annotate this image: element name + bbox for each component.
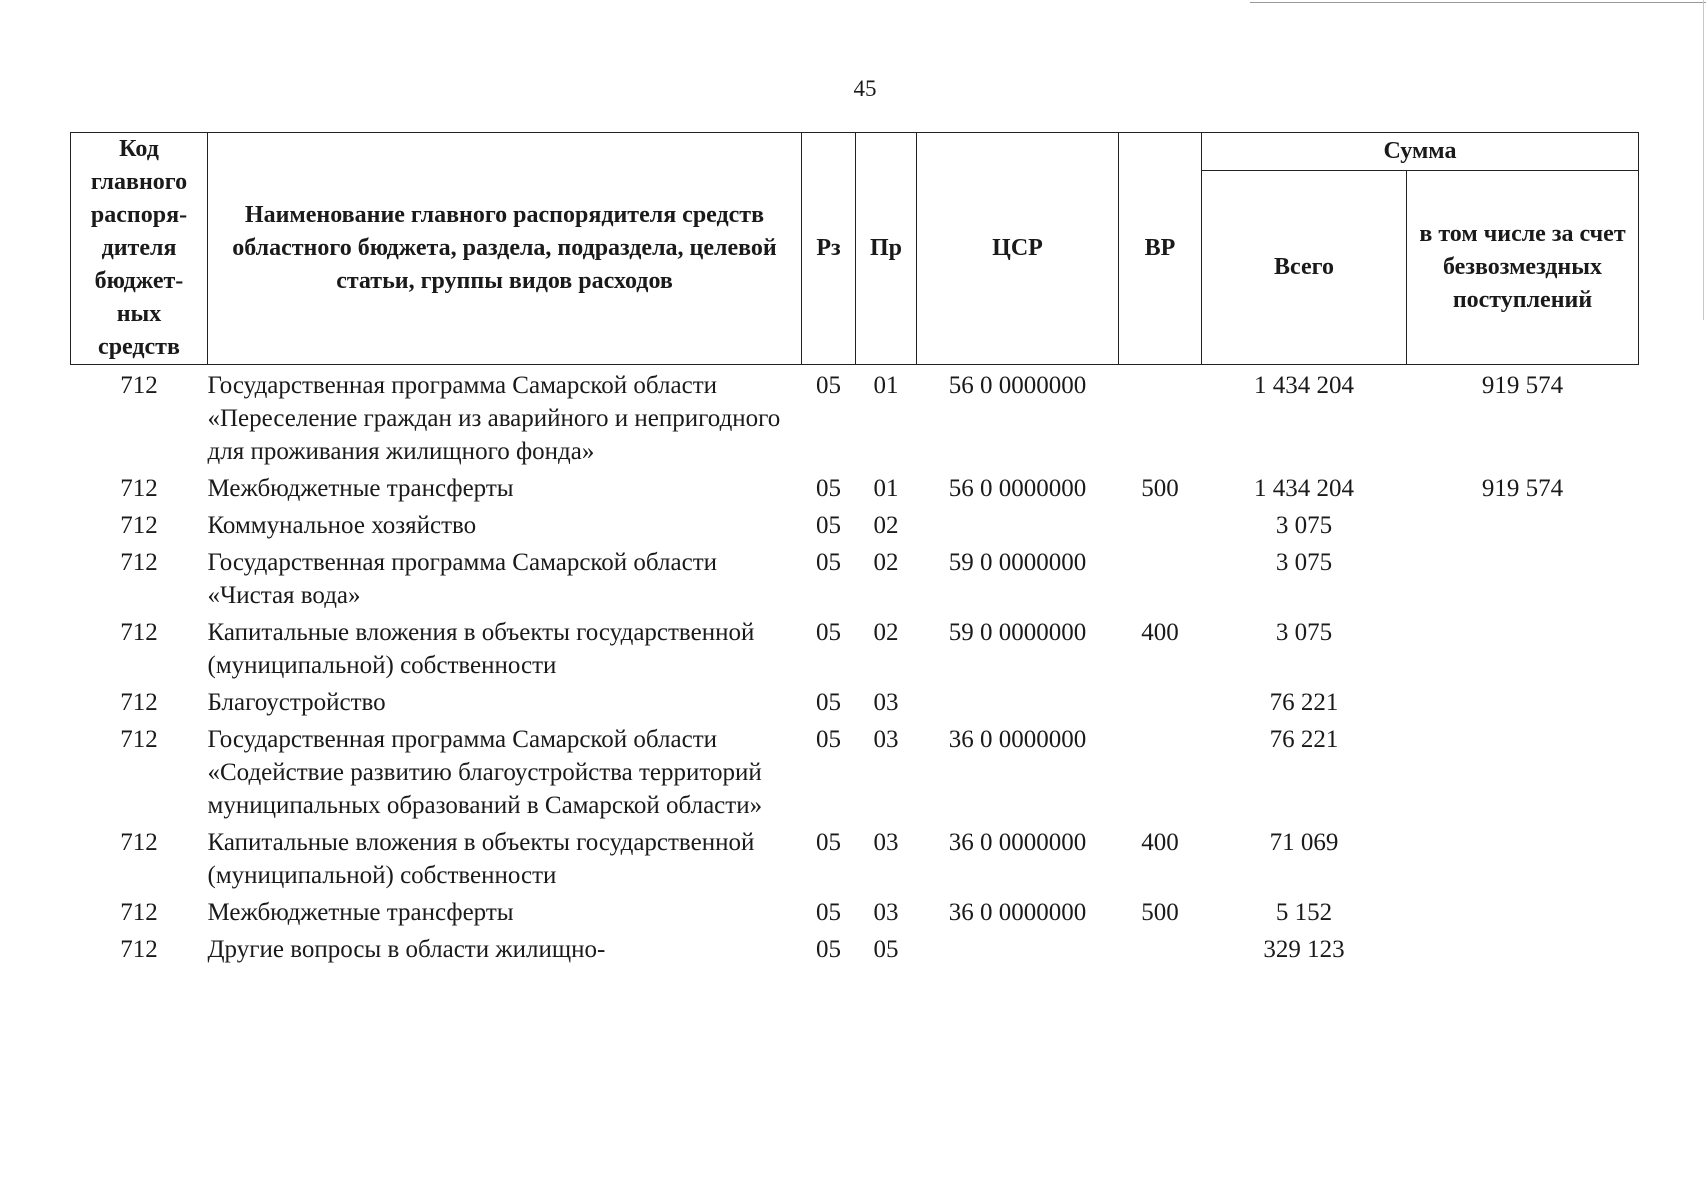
- cell-vr: 400: [1141, 829, 1179, 856]
- cell-csr: 59 0 0000000: [948, 619, 1087, 646]
- cell-csr: 59 0 0000000: [948, 549, 1087, 576]
- cell-name: Коммунальное хозяйство: [207, 512, 477, 539]
- cell-vr: 500: [1141, 899, 1179, 926]
- cell-name: Государственная программа Самарской области «Содействие развитию благоустройства территорий муниципальных образований в Самарской области»: [207, 726, 763, 819]
- cell-csr: [917, 686, 1119, 723]
- table-row: [71, 546, 1639, 616]
- cell-vr: [1119, 365, 1202, 473]
- cell-vr: [1119, 723, 1202, 826]
- cell-total: 71 069: [1269, 829, 1339, 856]
- table-row: [71, 509, 1639, 546]
- cell-vr: [1119, 509, 1202, 546]
- cell-pr: 02: [873, 512, 899, 539]
- cell-code: 712: [120, 512, 158, 539]
- cell-total: 5 152: [1275, 899, 1333, 926]
- cell-name: Капитальные вложения в объекты государственной (муниципальной) собственности: [207, 829, 755, 889]
- cell-code: 712: [120, 619, 158, 646]
- cell-pr: 03: [873, 689, 899, 716]
- cell-csr: 56 0 0000000: [948, 475, 1087, 502]
- table-row: [71, 686, 1639, 723]
- table-row: [71, 616, 1639, 686]
- cell-name: Капитальные вложения в объекты государственной (муниципальной) собственности: [207, 619, 755, 679]
- cell-vr: [1119, 933, 1202, 970]
- cell-code: 712: [120, 689, 158, 716]
- cell-csr: [917, 933, 1119, 970]
- cell-vr: [1119, 546, 1202, 616]
- cell-free: [1407, 616, 1639, 686]
- cell-rz: 05: [816, 829, 841, 856]
- cell-rz: 05: [816, 549, 841, 576]
- cell-total: 3 075: [1275, 619, 1333, 646]
- cell-vr: 400: [1141, 619, 1179, 646]
- cell-free: [1407, 723, 1639, 826]
- cell-name: Благоустройство: [207, 689, 386, 716]
- cell-code: 712: [120, 936, 158, 963]
- cell-rz: 05: [816, 899, 841, 926]
- table-row: [71, 826, 1639, 896]
- cell-pr: 05: [873, 936, 899, 963]
- table-row: [71, 723, 1639, 826]
- cell-name: Государственная программа Самарской области «Чистая вода»: [207, 549, 717, 609]
- scan-edge-line-right: [1703, 0, 1704, 320]
- cell-free: [1407, 509, 1639, 546]
- cell-rz: 05: [816, 475, 841, 502]
- header-total: Всего: [1202, 170, 1407, 364]
- cell-total: 329 123: [1263, 936, 1345, 963]
- cell-rz: 05: [816, 726, 841, 753]
- table-row: [71, 472, 1639, 509]
- cell-csr: [917, 509, 1119, 546]
- cell-code: 712: [120, 726, 158, 753]
- cell-code: 712: [120, 475, 158, 502]
- header-name: Наименование главного распорядителя средств областного бюджета, раздела, подраздела, целевой статьи, группы видов расходов: [208, 133, 802, 365]
- header-vr: ВР: [1119, 133, 1202, 365]
- cell-pr: 02: [873, 549, 899, 576]
- cell-rz: 05: [816, 936, 841, 963]
- cell-vr: 500: [1141, 475, 1179, 502]
- cell-free: 919 574: [1481, 475, 1564, 502]
- budget-table: [70, 132, 1639, 970]
- header-sum: Сумма: [1202, 133, 1639, 171]
- cell-name: Другие вопросы в области жилищно-: [207, 936, 606, 963]
- cell-code: 712: [120, 899, 158, 926]
- cell-total: 76 221: [1269, 726, 1339, 753]
- cell-pr: 01: [873, 372, 899, 399]
- header-free: в том числе за счет безвозмездных поступлений: [1407, 170, 1639, 364]
- cell-free: 919 574: [1481, 372, 1564, 399]
- cell-csr: 36 0 0000000: [948, 726, 1087, 753]
- cell-code: 712: [120, 549, 158, 576]
- header-rz: Рз: [802, 133, 856, 365]
- header-code: Код главного распоря-дителя бюджет-ных средств: [71, 133, 208, 365]
- cell-csr: 36 0 0000000: [948, 899, 1087, 926]
- cell-total: 3 075: [1275, 512, 1333, 539]
- cell-total: 1 434 204: [1254, 372, 1354, 399]
- cell-pr: 02: [873, 619, 899, 646]
- cell-name: Межбюджетные трансферты: [207, 899, 514, 926]
- header-csr: ЦСР: [917, 133, 1119, 365]
- header-pr: Пр: [856, 133, 917, 365]
- cell-pr: 03: [873, 829, 899, 856]
- cell-free: [1407, 686, 1639, 723]
- table-row: [71, 896, 1639, 933]
- cell-total: 3 075: [1275, 549, 1333, 576]
- cell-pr: 03: [873, 899, 899, 926]
- table-row: [71, 365, 1639, 473]
- cell-free: [1407, 546, 1639, 616]
- scan-edge-line: [1250, 2, 1706, 3]
- cell-code: 712: [120, 372, 158, 399]
- cell-code: 712: [120, 829, 158, 856]
- cell-total: 1 434 204: [1254, 475, 1354, 502]
- cell-name: Государственная программа Самарской области «Переселение граждан из аварийного и непригодного для проживания жилищного фонда»: [207, 372, 781, 465]
- page-number: 45: [853, 76, 877, 101]
- cell-vr: [1119, 686, 1202, 723]
- cell-free: [1407, 826, 1639, 896]
- cell-pr: 03: [873, 726, 899, 753]
- cell-free: [1407, 933, 1639, 970]
- cell-csr: 36 0 0000000: [948, 829, 1087, 856]
- cell-name: Межбюджетные трансферты: [207, 475, 514, 502]
- cell-rz: 05: [816, 372, 841, 399]
- cell-rz: 05: [816, 689, 841, 716]
- cell-pr: 01: [873, 475, 899, 502]
- cell-rz: 05: [816, 512, 841, 539]
- table-row: [71, 933, 1639, 970]
- cell-rz: 05: [816, 619, 841, 646]
- cell-total: 76 221: [1269, 689, 1339, 716]
- cell-csr: 56 0 0000000: [948, 372, 1087, 399]
- cell-free: [1407, 896, 1639, 933]
